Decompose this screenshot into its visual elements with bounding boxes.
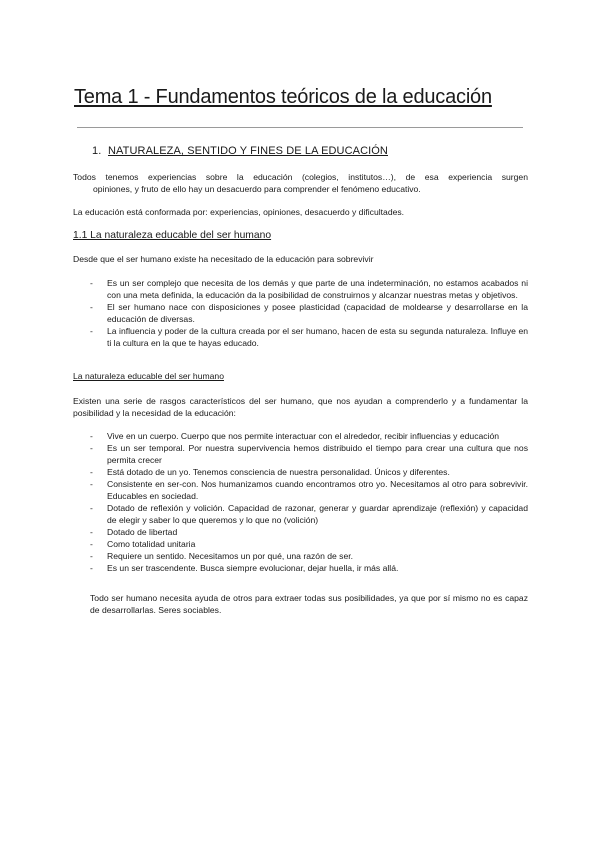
composition-paragraph: La educación está conformada por: experiencias, opiniones, desacuerdo y dificultades. bbox=[73, 207, 405, 217]
list-item: - Requiere un sentido. Necesitamos un por qué, una razón de ser. bbox=[90, 550, 528, 562]
subsection-intro: Desde que el ser humano existe ha necesitado de la educación para sobrevivir bbox=[73, 254, 374, 264]
intro-paragraph bbox=[73, 171, 528, 195]
list-item: - Es un ser complejo que necesita de los demás y que parte de una indeterminación, no estamos acabados ni con una meta definida, la educación da la posibilidad de construirnos y alcanzar nuestras metas y objetivos. bbox=[90, 277, 528, 301]
intro-line-2: opiniones, y fruto de ello hay un desacuerdo para comprender el fenómeno educativo. bbox=[93, 184, 421, 194]
list-item: - Como totalidad unitaria bbox=[90, 538, 528, 550]
title-divider bbox=[77, 127, 523, 128]
list-naturaleza bbox=[90, 277, 528, 349]
section-number: 1. bbox=[92, 145, 102, 157]
list-item: - La influencia y poder de la cultura creada por el ser humano, hacen de esta su segunda naturaleza. Influye en ti la cultura en la que te hayas educado. bbox=[90, 325, 528, 349]
rasgos-paragraph: Existen una serie de rasgos característicos del ser humano, que nos ayudan a comprenderlo y a fundamentar la posibilidad y la necesidad de la educación: bbox=[73, 396, 528, 418]
subsection-heading: 1.1 La naturaleza educable del ser humano bbox=[73, 230, 272, 241]
list-item: - El ser humano nace con disposiciones y posee plasticidad (capacidad de moldearse y desarrollarse en la educación de diversas. bbox=[90, 301, 528, 325]
minor-heading: La naturaleza educable del ser humano bbox=[73, 371, 224, 381]
list-item: - Es un ser temporal. Por nuestra supervivencia hemos distribuido el tiempo para crear una cultura que nos permita crecer bbox=[90, 442, 528, 466]
list-item: - Dotado de reflexión y volición. Capacidad de razonar, generar y guardar aprendizaje (reflexión) y capacidad de elegir y saber lo que queremos y lo que no (volición) bbox=[90, 502, 528, 526]
list-item: - Consistente en ser-con. Nos humanizamos cuando encontramos otro yo. Necesitamos al otro para sobrevivir. Educables en sociedad. bbox=[90, 478, 528, 502]
section-title: NATURALEZA, SENTIDO Y FINES DE LA EDUCACIÓN bbox=[108, 145, 388, 157]
section-heading bbox=[92, 145, 388, 157]
list-item: - Es un ser trascendente. Busca siempre evolucionar, dejar huella, ir más allá. bbox=[90, 562, 528, 574]
list-rasgos bbox=[90, 430, 528, 574]
intro-line-1: Todos tenemos experiencias sobre la educación (colegios, institutos…), de esa experiencia surgen bbox=[73, 172, 528, 182]
closing-paragraph: Todo ser humano necesita ayuda de otros para extraer todas sus posibilidades, ya que por sí mismo no es capaz de desarrollarlas. Seres sociables. bbox=[90, 593, 528, 615]
list-item: - Está dotado de un yo. Tenemos consciencia de nuestra personalidad. Únicos y diferentes. bbox=[90, 466, 528, 478]
list-item: - Vive en un cuerpo. Cuerpo que nos permite interactuar con el alrededor, recibir influencias y educación bbox=[90, 430, 528, 442]
list-item: - Dotado de libertad bbox=[90, 526, 528, 538]
document-title: Tema 1 - Fundamentos teóricos de la educación bbox=[74, 86, 492, 108]
